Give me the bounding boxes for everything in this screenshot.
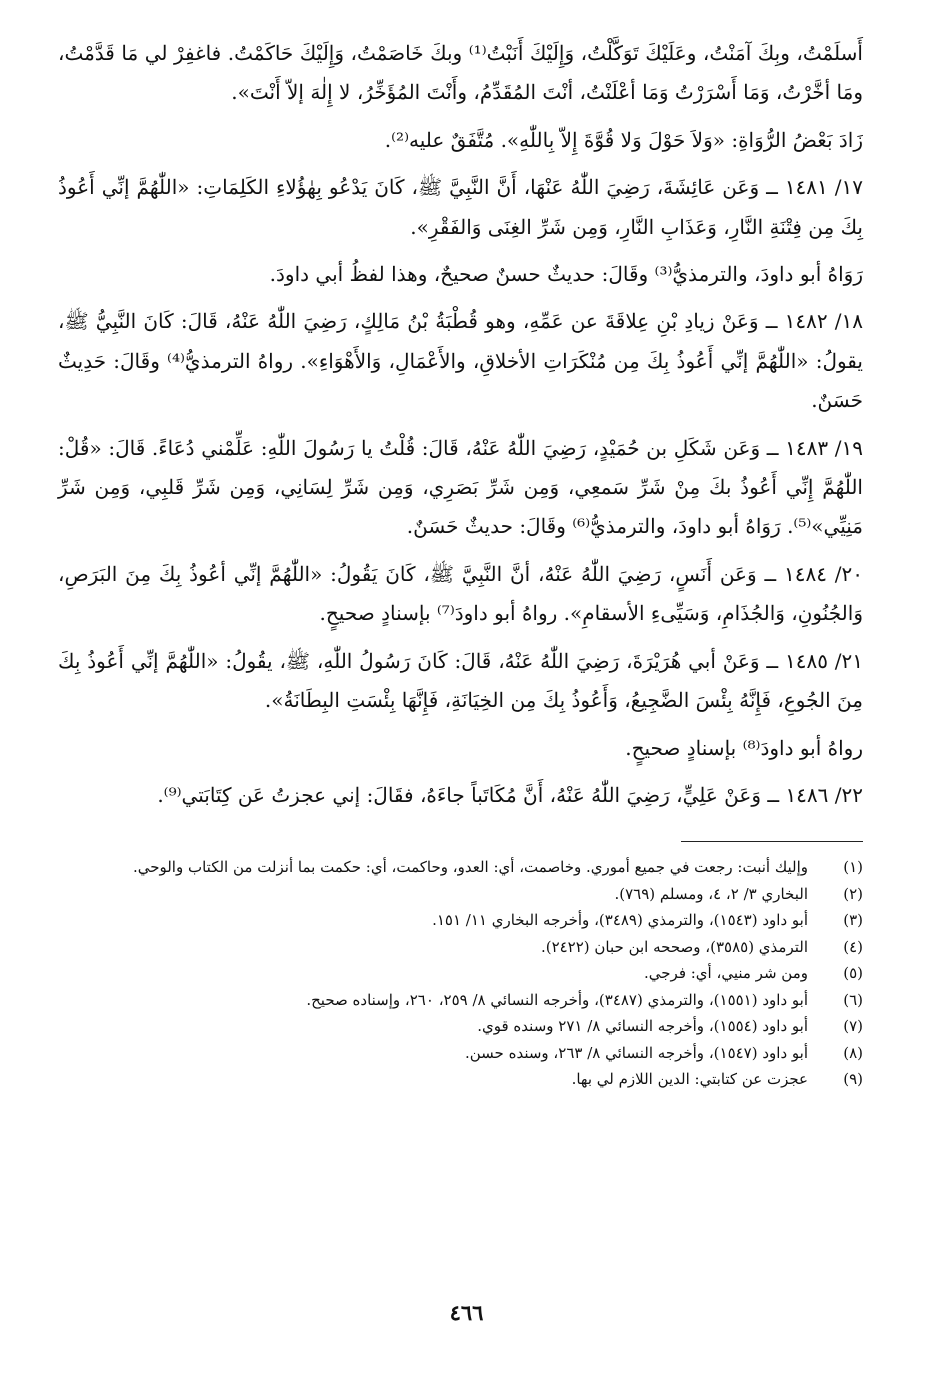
footnote-number: (٩) [843, 1070, 863, 1089]
footnote-text: وإليك أنبت: رجعت في جميع أموري. وخاصمت، أي: العدو، وحاكمت، أي: حكمت بما أنزلت من الكتاب والوحي. [132, 858, 808, 877]
hadith-1482: ١٨/ ١٤٨٢ ــ وَعَنْ زيادِ بْنِ عِلاقَةَ عن عَمِّهِ، وهو قُطْبَةُ بْنُ مَالِكٍ، رَضِيَ اللّٰهُ عَنْهُ، قَالَ: كَانَ النَّبِيُّ ﷺ، يقولُ: «اللّٰهُمَّ إنِّي أَعُوذُ بِكَ مِن مُنْكَرَاتِ الأخلاقِ، والأَعْمَالِ، وَالأَهْوَاءِ». رواهُ الترمذيُّ⁽⁴⁾ وقَالَ: حَدِيثٌ حَسَنٌ. [58, 309, 863, 413]
footnote-divider [681, 841, 863, 842]
page-number: ٤٦٦ [449, 1300, 484, 1325]
footnote-text: أبو داود (١٥٥١)، والترمذي (٣٤٨٧)، وأخرجه النسائي ٨/ ٢٥٩، ٢٦٠، وإسناده صحيح. [306, 990, 808, 1009]
footnote-text: البخاري ٣/ ٢، ٤، ومسلم (٧٦٩). [614, 884, 808, 903]
footnote-item [58, 1013, 863, 1040]
footnote-item [58, 960, 863, 987]
hadith-1484: ٢٠/ ١٤٨٤ ــ وَعَن أَنَسٍ، رَضِيَ اللّٰهُ عَنْهُ، أنَّ النَّبِيَّ ﷺ، كَانَ يَقُولُ: «اللّٰهُمَّ إنِّي أعُوذُ بِكَ مِنَ البَرَصِ، وَالجُنُونِ، وَالجُذَامِ، وَسَيِّىءِ الأسقامِ». رواهُ أبو داودَ⁽⁷⁾ بإسنادٍ صحيحٍ. [58, 561, 863, 626]
footnote-text: أبو داود (١٥٤٣)، والترمذي (٣٤٨٩)، وأخرجه البخاري ١١/ ١٥١. [432, 911, 808, 930]
footnote-number: (٧) [843, 1017, 863, 1036]
paragraph-narrator-addition: زَادَ بَعْضُ الرُّوَاةِ: «وَلاَ حَوْلَ وَلا قُوَّةَ إِلاّ بِاللّٰهِ». مُتَّفَقٌ عليه⁽²⁾. [384, 127, 863, 152]
footnotes [58, 854, 863, 1093]
footnote-item [58, 854, 863, 881]
main-text [58, 34, 863, 815]
footnote-item [58, 934, 863, 961]
hadith-1485: ٢١/ ١٤٨٥ ــ وَعَنْ أبي هُرَيْرَةَ، رَضِيَ اللّٰهُ عَنْهُ، قَالَ: كَانَ رَسُولُ اللّٰهِ، ﷺ، يقُولُ: «اللّٰهُمَّ إنِّي أَعُوذُ بِكَ مِنَ الجُوعِ، فَإِنَّهُ بِئْسَ الضَّجِيعُ، وَأَعُوذُ بِكَ مِن الخِيَانَةِ، فَإِنَّهَا بِئْسَتِ البِطَانَةُ». [58, 648, 863, 713]
footnote-number: (٥) [843, 964, 863, 983]
hadith-1481: ١٧/ ١٤٨١ ــ وَعَن عَائِشَةَ، رَضِيَ اللّٰهُ عَنْهَا، أَنَّ النَّبِيَّ ﷺ، كَانَ يَدْعُو بِهٰؤُلاءِ الكَلِمَاتِ: «اللّٰهُمَّ إنِّي أَعُوذُ بِكَ مِن فِتْنَةِ النَّارِ، وَعَذَابِ النَّارِ، وَمِن شَرِّ الغِنَى وَالفَقْرِ». [58, 175, 863, 239]
footnote-number: (١) [843, 858, 863, 877]
footnote-number: (٦) [843, 990, 863, 1009]
footnote-text: الترمذي (٣٥٨٥)، وصححه ابن حبان (٢٤٢٢). [540, 937, 808, 956]
footnote-item [58, 1040, 863, 1067]
footnote-item [58, 907, 863, 934]
paragraph-dua-continuation: أَسلَمْتُ، وبِكَ آمَنْتُ، وعَلَيْكَ تَوَكَّلْتُ، وَإِلَيْكَ أَنَبْتُ⁽¹⁾ وبكَ خَاصَمْتُ، وَإِلَيْكَ حَاكَمْتُ. فاغفِرْ لي مَا قَدَّمْتُ، ومَا أخَّرْتُ، وَمَا أَسْرَرْتُ وَمَا أعْلَنْتُ، أنْتَ المُقَدِّمُ، وأَنْتَ المُؤَخِّرُ، لا إِلٰهَ إلاّ أَنْتَ». [58, 41, 863, 105]
footnote-number: (٤) [843, 937, 863, 956]
hadith-1486: ٢٢/ ١٤٨٦ ــ وَعَنْ عَلِيٍّ، رَضِيَ اللّٰهُ عَنْهُ، أَنَّ مُكَاتَباً جاءَهُ، فقَالَ: إني عجزتُ عَن كِتَابَتي⁽⁹⁾. [157, 782, 863, 807]
footnote-text: عجزت عن كتابتي: الدين اللازم لي بها. [571, 1070, 808, 1089]
footnote-number: (٢) [843, 884, 863, 903]
footnote-item [58, 1066, 863, 1093]
footnote-text: أبو داود (١٥٤٧)، وأخرجه النسائي ٨/ ٢٦٣، وسنده حسن. [464, 1043, 808, 1062]
footnote-text: أبو داود (١٥٥٤)، وأخرجه النسائي ٨/ ٢٧١ وسنده قوي. [477, 1017, 808, 1036]
footnote-number: (٣) [843, 911, 863, 930]
hadith-1481-source: رَوَاهُ أبو داودَ، والترمذيُّ⁽³⁾ وقَالَ: حديثٌ حسنٌ صحيحٌ، وهذا لفظُ أبي داودَ. [269, 262, 863, 287]
footnote-item [58, 881, 863, 908]
hadith-1483: ١٩/ ١٤٨٣ ــ وَعَن شَكَلِ بن حُمَيْدٍ، رَضِيَ اللّٰهُ عَنْهُ، قَالَ: قُلْتُ يا رَسُولَ اللّٰهِ: عَلِّمْني دُعَاءً. قَالَ: «قُلْ: اللّٰهُمَّ إِنِّي أَعُوذُ بكَ مِنْ شَرِّ سَمعِي، وَمِن شَرِّ بَصَرِي، وَمِن شَرِّ لِسَانِي، وَمِن شَرِّ قَلبِي، وَمِن شَرِّ مَنِيِّي»⁽⁵⁾. رَوَاهُ أبو داودَ، والترمذيُّ⁽⁶⁾ وقَالَ: حديثٌ حَسَنٌ. [58, 435, 863, 539]
footnote-number: (٨) [843, 1043, 863, 1062]
hadith-1485-source: رواهُ أبو داودَ⁽⁸⁾ بإسنادٍ صحيحٍ. [625, 735, 863, 760]
footnote-text: ومن شر منيي، أي: فرجي. [644, 964, 808, 983]
footnote-item [58, 987, 863, 1014]
